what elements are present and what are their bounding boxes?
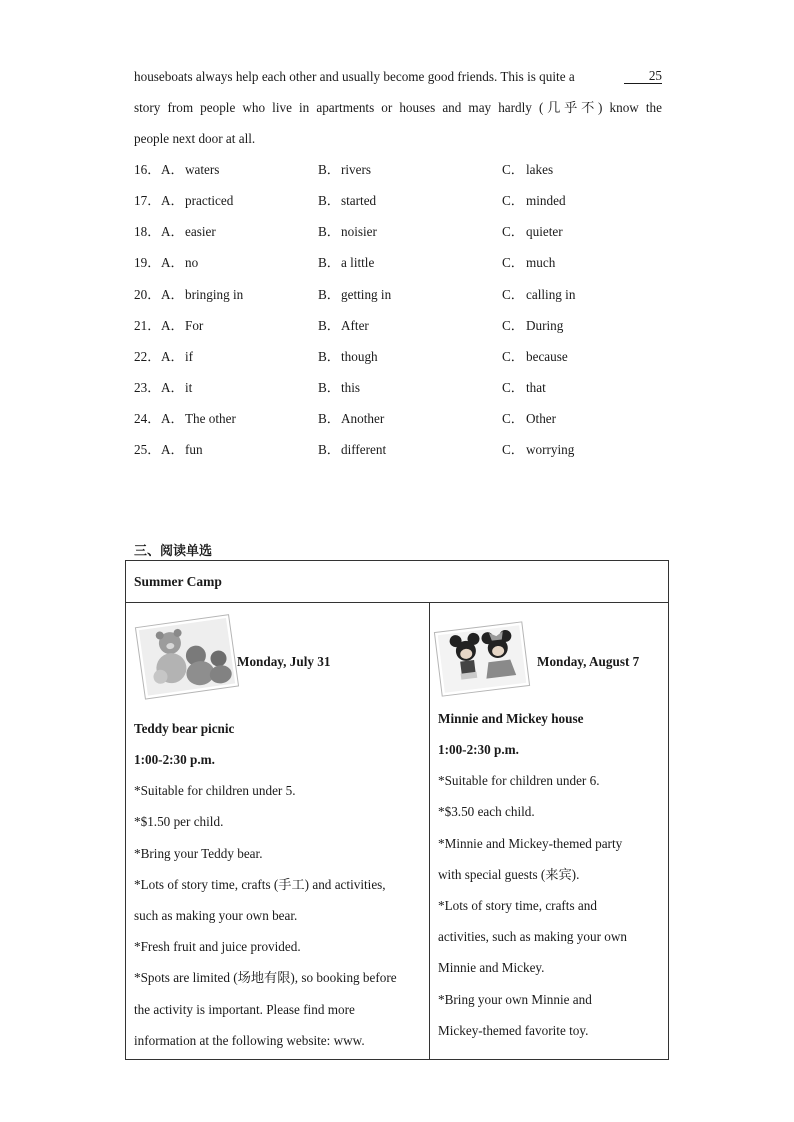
left-detail-line: *Lots of story time, crafts (手工) and activities, xyxy=(134,877,386,892)
left-date: Monday, July 31 xyxy=(237,654,331,669)
right-detail-line: Minnie and Mickey. xyxy=(438,960,545,975)
question-row: 17． A． practiced B． started C． minded xyxy=(134,193,566,208)
question-row: 22． A． if B． though C． because xyxy=(134,349,568,364)
question-row: 16． A． waters B． rivers C． lakes xyxy=(134,162,554,177)
left-detail-line: information at the following website: www. xyxy=(134,1033,365,1048)
question-row: 21． A． For B． After C． During xyxy=(134,318,564,333)
blank-25: 25 xyxy=(624,68,662,84)
left-detail-line: *$1.50 per child. xyxy=(134,814,224,829)
right-detail-line: activities, such as making your own xyxy=(438,929,627,944)
passage-line: houseboats always help each other and usually become good friends. This is quite a 25 xyxy=(134,68,662,84)
right-detail-line: *Suitable for children under 6. xyxy=(438,773,600,788)
left-detail-line: *Suitable for children under 5. xyxy=(134,783,296,798)
section-heading: 三、阅读单选 xyxy=(134,544,213,559)
question-row: 20． A． bringing in B． getting in C． calling in xyxy=(134,287,576,302)
right-time: 1:00-2:30 p.m. xyxy=(438,742,519,757)
right-detail-line: *Minnie and Mickey-themed party xyxy=(438,836,623,851)
right-detail-line: Mickey-themed favorite toy. xyxy=(438,1023,589,1038)
right-detail-line: with special guests (来宾). xyxy=(438,867,580,882)
left-detail-line: the activity is important. Please find more xyxy=(134,1002,355,1017)
left-detail-line: *Bring your Teddy bear. xyxy=(134,846,263,861)
left-event-title: Teddy bear picnic xyxy=(134,721,235,736)
passage-line: story from people who live in apartments or houses and may hardly (几乎不) know the xyxy=(134,100,662,115)
left-detail-line: *Spots are limited (场地有限), so booking before xyxy=(134,970,397,985)
question-row: 23． A． it B． this C． that xyxy=(134,380,546,395)
teddy-bears-photo xyxy=(134,611,239,703)
table-title: Summer Camp xyxy=(134,574,222,589)
summer-camp-table xyxy=(125,560,669,1060)
column-divider xyxy=(429,602,430,1060)
left-time: 1:00-2:30 p.m. xyxy=(134,752,215,767)
left-detail-line: *Fresh fruit and juice provided. xyxy=(134,939,301,954)
right-event-title: Minnie and Mickey house xyxy=(438,711,584,726)
right-detail-line: *$3.50 each child. xyxy=(438,804,535,819)
right-detail-line: *Bring your own Minnie and xyxy=(438,992,592,1007)
right-date: Monday, August 7 xyxy=(537,654,640,669)
question-row: 24． A． The other B． Another C． Other xyxy=(134,411,557,426)
question-row: 25． A． fun B． different C． worrying xyxy=(134,442,575,457)
minnie-mickey-photo xyxy=(432,619,532,699)
question-row: 19． A． no B． a little C． much xyxy=(134,255,556,270)
left-detail-line: such as making your own bear. xyxy=(134,908,298,923)
question-row: 18． A． easier B． noisier C． quieter xyxy=(134,224,563,239)
passage-line: people next door at all. xyxy=(134,131,256,146)
table-header xyxy=(126,561,668,603)
right-detail-line: *Lots of story time, crafts and xyxy=(438,898,597,913)
